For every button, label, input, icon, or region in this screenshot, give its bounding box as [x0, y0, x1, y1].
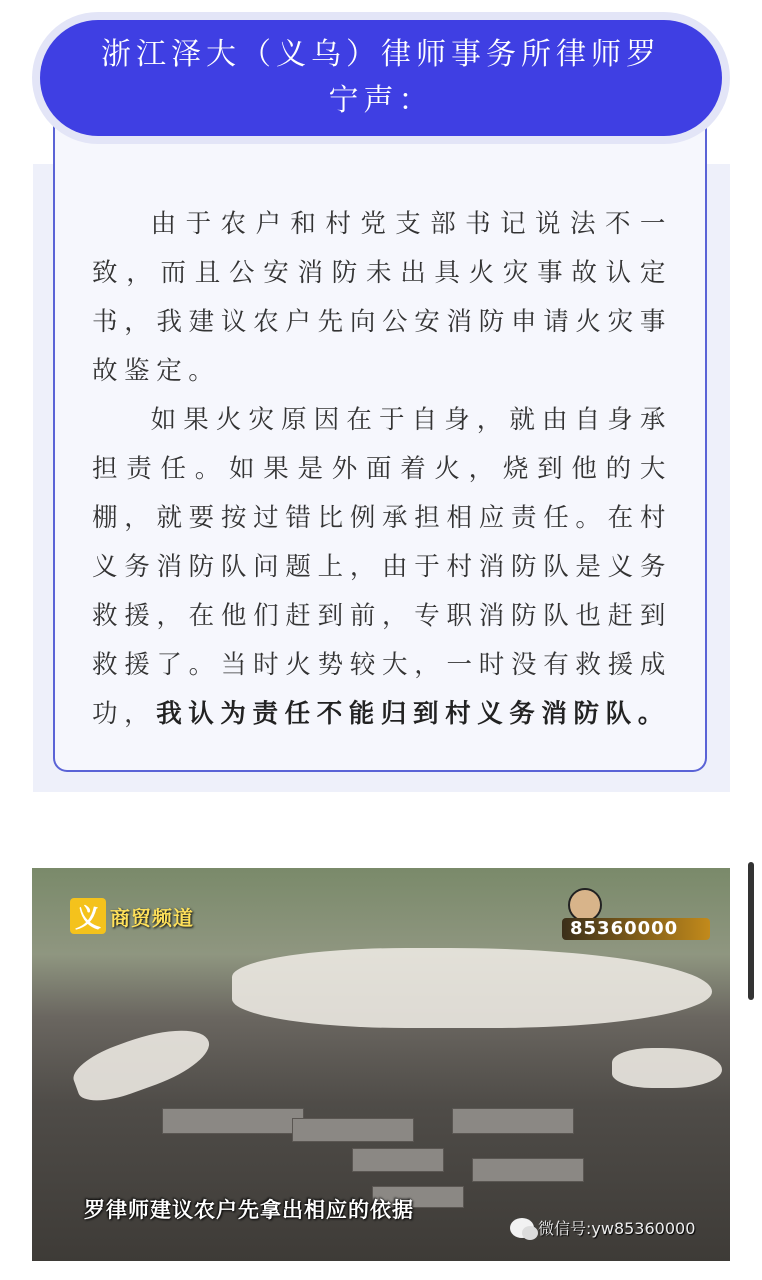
title-banner: [40, 20, 722, 136]
channel-logo-icon: 义: [70, 898, 106, 934]
video-subtitle: 罗律师建议农户先拿出相应的依据: [84, 1198, 414, 1222]
burnt-plastic-sheet: [232, 948, 712, 1028]
speaker-title: 浙江泽大（义乌）律师事务所律师罗宁声：: [101, 37, 661, 118]
host-avatar-icon: [568, 888, 602, 922]
news-video-still[interactable]: [32, 868, 730, 1261]
title-pill: [32, 12, 730, 144]
wechat-icon: [510, 1218, 534, 1238]
brick: [472, 1158, 584, 1182]
scrollbar[interactable]: [748, 862, 754, 1000]
burnt-plastic-sheet: [612, 1048, 722, 1088]
burnt-plastic-sheet: [68, 1016, 217, 1111]
quote-conclusion: 我认为责任不能归到村义务消防队。: [156, 699, 670, 729]
wechat-id: 微信号:yw85360000: [538, 1219, 696, 1238]
quote-paragraph-2: [92, 396, 672, 739]
brick: [162, 1108, 304, 1134]
brick: [452, 1108, 574, 1134]
quote-body: [92, 200, 672, 739]
quote-paragraph-1: 由于农户和村党支部书记说法不一致，而且公安消防未出具火灾事故认定书，我建议农户先向公安消防申请火灾事故鉴定。: [92, 209, 672, 386]
brick: [292, 1118, 414, 1142]
wechat-watermark: [510, 1216, 695, 1239]
quote-paragraph-2-text: 如果火灾原因在于自身，就由自身承担责任。如果是外面着火，烧到他的大棚，就要按过错比例承担相应责任。在村义务消防队问题上，由于村消防队是义务救援，在他们赶到前，专职消防队也赶到救援了。当时火势较大，一时没有救援成功，: [92, 405, 672, 729]
channel-name: 商贸频道: [110, 906, 194, 930]
brick: [352, 1148, 444, 1172]
hotline-number: 85360000: [562, 918, 710, 940]
